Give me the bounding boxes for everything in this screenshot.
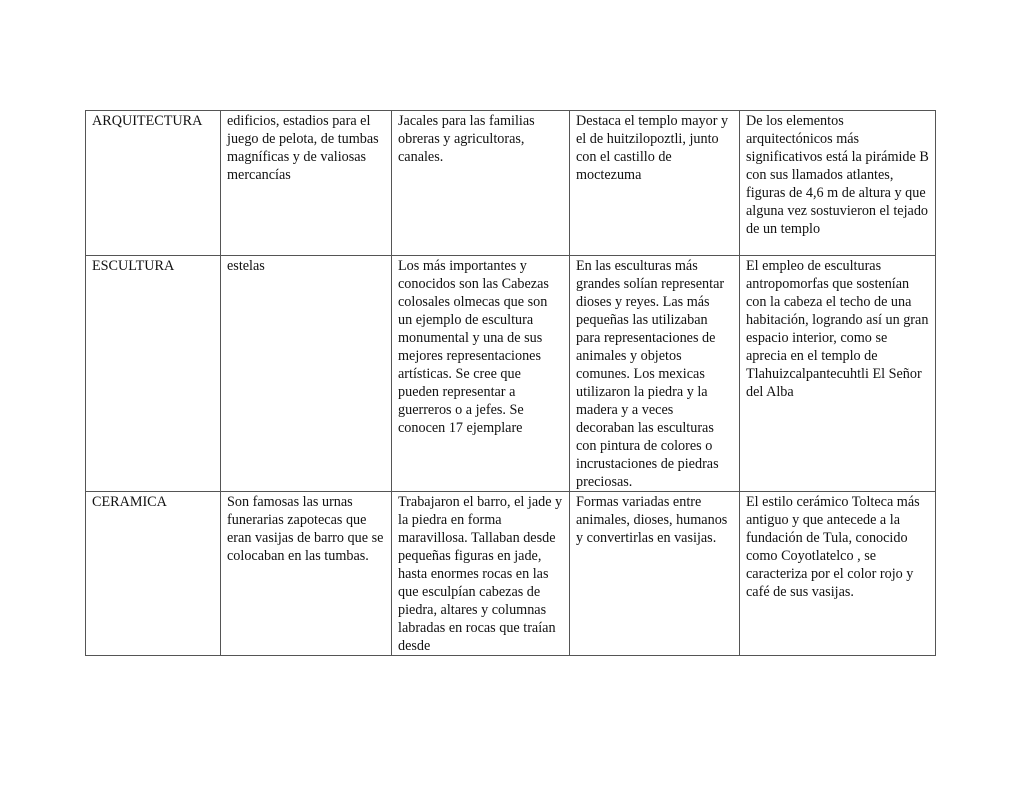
table-cell [221,492,392,656]
culture-comparison-table [85,110,936,656]
table-cell [221,256,392,492]
cell-text: En las esculturas más grandes solían representar dioses y reyes. Las más pequeñas las utilizaban para representaciones de animales y objetos comunes. Los mexicas utilizaron la piedra y la madera y a veces decoraban las esculturas con pintura de colores o incrustaciones de piedras preciosas. [576,258,725,490]
cell-text: Jacales para las familias obreras y agricultoras, canales. [398,113,535,165]
table-cell [570,492,740,656]
cell-text: edificios, estadios para el juego de pelota, de tumbas magníficas y de valiosas mercancías [227,113,379,183]
cell-text: Los más importantes y conocidos son las Cabezas colosales olmecas que son un ejemplo de escultura monumental y una de sus mejores representaciones artísticas. Se cree que pueden representar a guerreros o a jefes. Se conocen 17 ejemplare [398,258,549,436]
row-category-cell [86,111,221,256]
table-row [86,256,936,492]
table-cell [740,256,936,492]
table-cell [392,256,570,492]
row-category-cell [86,492,221,656]
table-cell [570,256,740,492]
table-cell [570,111,740,256]
cell-text: El empleo de esculturas antropomorfas que sostenían con la cabeza el techo de una habitación, logrando así un gran espacio interior, como se aprecia en el templo de Tlahuizcalpantecuhtli El Señor del Alba [746,258,929,400]
cell-text: Trabajaron el barro, el jade y la piedra en forma maravillosa. Tallaban desde pequeñas figuras en jade, hasta enormes rocas en las que esculpían cabezas de piedra, altares y columnas labradas en rocas que traían desde [398,494,563,654]
cell-text: Formas variadas entre animales, dioses, humanos y convertirlas en vasijas. [576,494,728,546]
table-cell [740,492,936,656]
cell-text: estelas [227,258,265,274]
table-cell [392,111,570,256]
cell-text: Son famosas las urnas funerarias zapotecas que eran vasijas de barro que se colocaban en las tumbas. [227,494,384,564]
row-category-label: ESCULTURA [92,258,175,274]
table-row [86,492,936,656]
row-category-label: ARQUITECTURA [92,113,203,129]
table-cell [392,492,570,656]
cell-text: Destaca el templo mayor y el de huitzilopoztli, junto con el castillo de moctezuma [576,113,729,183]
row-category-cell [86,256,221,492]
table-row [86,111,936,256]
table-cell [740,111,936,256]
row-category-label: CERAMICA [92,494,167,510]
cell-text: De los elementos arquitectónicos más significativos está la pirámide B con sus llamados atlantes, figuras de 4,6 m de altura y que alguna vez sostuvieron el tejado de un templo [746,113,929,237]
table-cell [221,111,392,256]
cell-text: El estilo cerámico Tolteca más antiguo y que antecede a la fundación de Tula, conocido como Coyotlatelco , se caracteriza por el color rojo y café de sus vasijas. [746,494,920,600]
